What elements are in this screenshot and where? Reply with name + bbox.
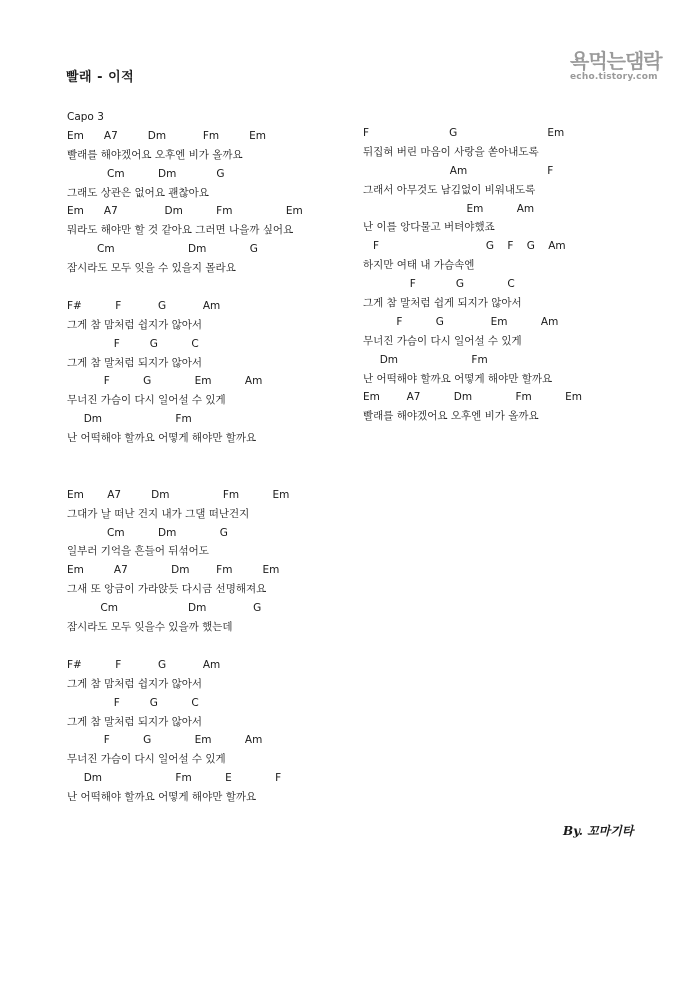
lyric-line: Dm Fm E F [67, 772, 282, 785]
lyric-line: F# F G Am [67, 658, 221, 671]
lyric-line: 빨래를 해야겠어요 오후엔 비가 올까요 [67, 148, 243, 161]
lyric-line: 하지만 여태 내 가슴속엔 [363, 259, 475, 272]
lyric-line: F G Em Am [67, 734, 263, 747]
lyric-line [67, 448, 357, 467]
lyric-line: 일부러 기억을 흔들어 뒤섞어도 [67, 545, 209, 558]
lyric-line: 무너진 가슴이 다시 일어설 수 있게 [363, 334, 522, 347]
lyric-line: 그게 참 말처럼 쉽게 되지가 않아서 [363, 297, 522, 310]
lyric-line: 무너진 가슴이 다시 일어설 수 있게 [67, 394, 226, 407]
lyric-line: 뭐라도 해야만 할 것 같아요 그러면 나을까 싶어요 [67, 224, 294, 237]
lyric-line: Dm Fm [67, 413, 192, 426]
lyric-line: Em Am [363, 202, 535, 215]
lyric-line: F G C [67, 696, 199, 709]
lyric-line: 뒤집혀 버린 마음이 사랑을 쏟아내도록 [363, 145, 539, 158]
lyric-line: 그래서 아무것도 남김없이 비워내도록 [363, 183, 536, 196]
lyric-line: F G Em Am [363, 315, 559, 328]
lyric-line: 잠시라도 모두 잊을 수 있을지 몰라요 [67, 262, 236, 275]
lyric-line: F G F G Am [363, 240, 566, 253]
lyric-line: 난 어떡해야 할까요 어떻게 해야만 할까요 [67, 432, 257, 445]
lyric-line: 그새 또 앙금이 가라앉듯 다시금 선명해져요 [67, 583, 267, 596]
lyric-line: F G C [67, 337, 199, 350]
left-lyrics-column [67, 108, 357, 807]
lyric-line [67, 278, 357, 297]
lyric-line: 빨래를 해야겠어요 오후엔 비가 올까요 [363, 410, 539, 423]
right-lyrics-column [363, 124, 693, 426]
song-title: 빨래 - 이적 [66, 70, 135, 85]
site-watermark [570, 50, 670, 82]
lyric-line: 그게 참 말처럼 되지가 않아서 [67, 356, 203, 369]
lyric-line: Am F [363, 164, 554, 177]
lyric-line: Cm Dm G [67, 602, 262, 615]
lyric-line: Em A7 Dm Fm Em [67, 488, 290, 501]
lyric-line: Cm Dm G [67, 243, 258, 256]
lyric-line: F G C [363, 278, 515, 291]
lyric-line: F G Em [363, 127, 565, 139]
lyric-line: F G Em Am [67, 375, 263, 388]
lyric-line: 그게 참 말처럼 되지가 않아서 [67, 715, 203, 728]
lyric-line [67, 637, 357, 656]
lyric-line: Em A7 Dm Fm Em [67, 564, 280, 577]
lyric-line: 그래도 상관은 없어요 괜찮아요 [67, 186, 209, 199]
lyric-line: Dm Fm [363, 353, 488, 366]
lyric-line: Em A7 Dm Fm Em [67, 129, 266, 142]
lyric-line: 그게 참 맘처럼 쉽지가 않아서 [67, 677, 203, 690]
lyric-line: Capo 3 [67, 111, 104, 123]
lyric-line: Em A7 Dm Fm Em [363, 391, 583, 404]
lyric-line: Cm Dm G [67, 167, 225, 180]
lyric-line: F# F G Am [67, 299, 221, 312]
lyric-line: 난 어떡해야 할까요 어떻게 해야만 할까요 [363, 372, 553, 385]
lyric-line: 난 이를 앙다물고 버텨야했죠 [363, 221, 495, 234]
author-signature: By. 꼬마기타 [563, 824, 634, 838]
lyric-line: 난 어떡해야 할까요 어떻게 해야만 할까요 [67, 791, 257, 804]
watermark-logo-text: 욕먹는댐락 [570, 49, 662, 73]
lyric-line: 그대가 날 떠난 건지 내가 그댈 떠난건지 [67, 507, 250, 520]
lyric-line [67, 467, 357, 486]
lyric-line: 무너진 가슴이 다시 일어설 수 있게 [67, 753, 226, 766]
lyric-line: Cm Dm G [67, 526, 228, 539]
lyric-line: 잠시라도 모두 잊을수 있을까 했는데 [67, 621, 233, 634]
watermark-url: echo.tistory.com [570, 72, 658, 82]
lyric-line: 그게 참 맘처럼 쉽지가 않아서 [67, 318, 203, 331]
lyric-line: Em A7 Dm Fm Em [67, 205, 303, 218]
